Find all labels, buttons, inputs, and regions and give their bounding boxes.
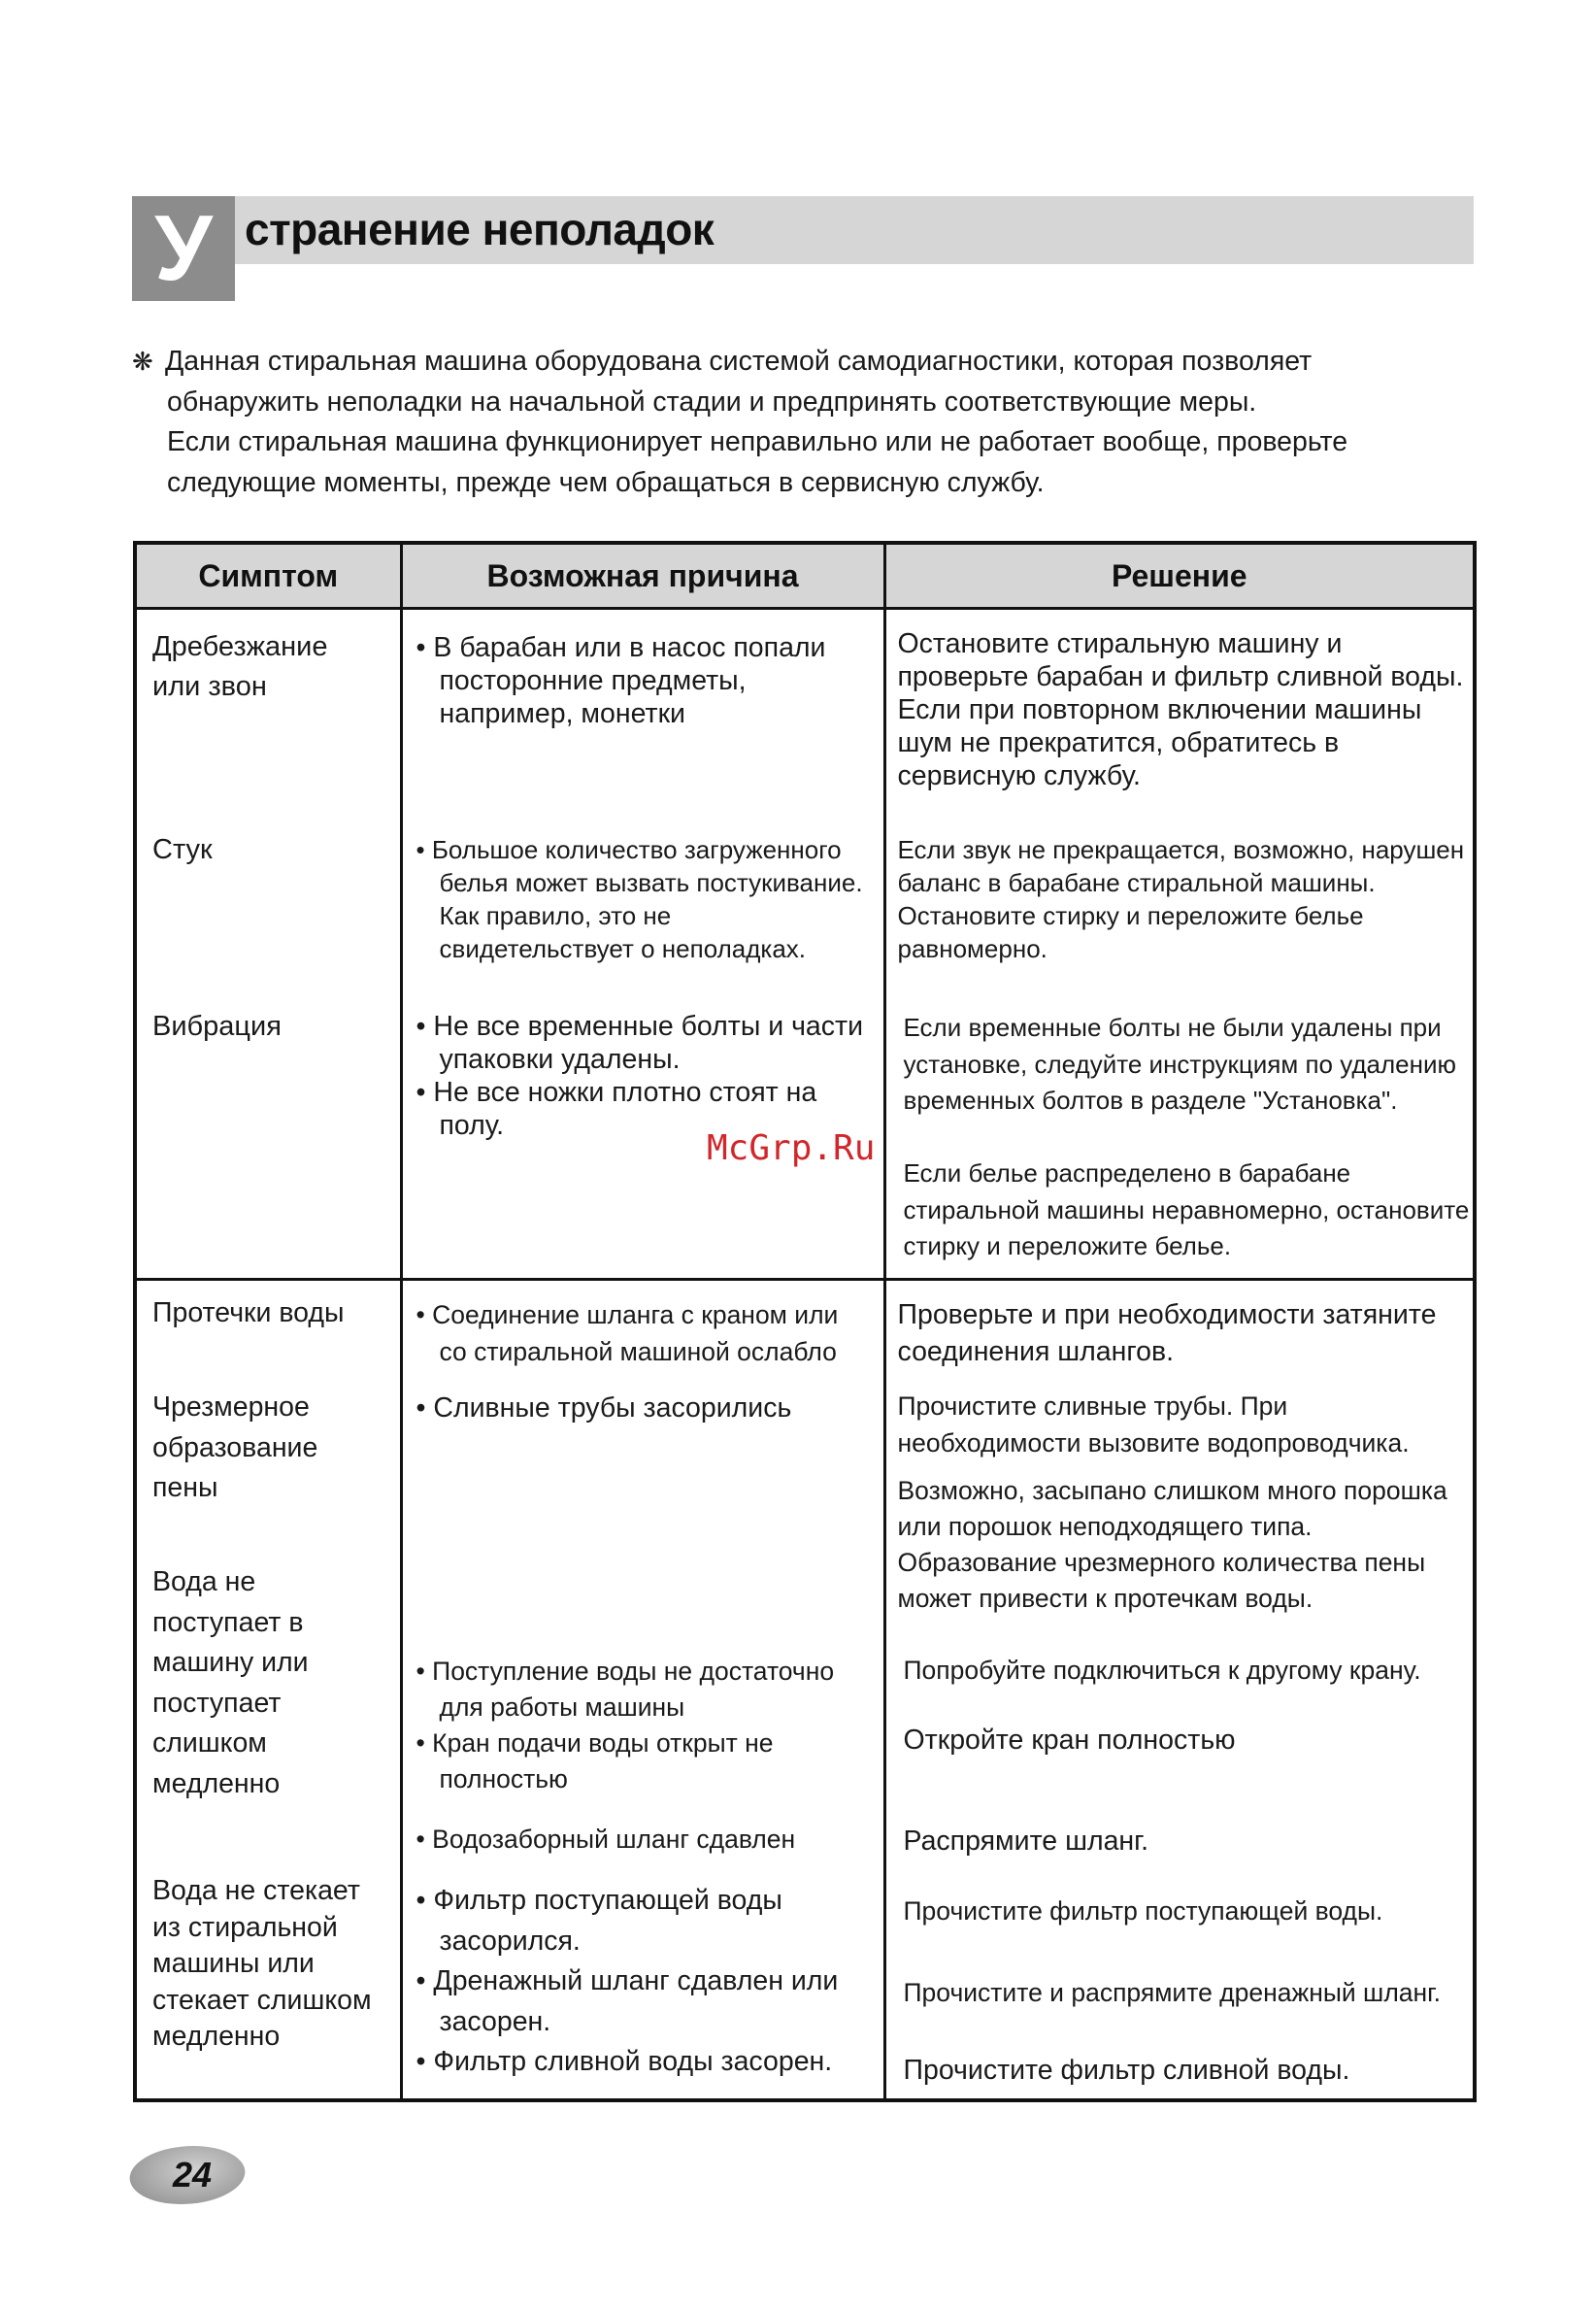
symptom-rattle: Дребезжание или звон (152, 631, 328, 702)
symptom-cell (135, 1280, 401, 2101)
solution-cell (884, 609, 1475, 1280)
solution-balance: Если звук не прекращается, возможно, нарушен баланс в барабане стиральной машины. Остановите стирку и переложите белье равномерно. (897, 835, 1465, 963)
cause-feet-uneven: • Не все ножки плотно стоят на полу. (416, 1076, 873, 1142)
cause-inlet-kinked: • Водозаборный шланг сдавлен (416, 1823, 873, 1856)
header-solution: Решение (884, 543, 1475, 609)
asterisk-icon: ❋ (132, 347, 153, 376)
cause-tap-partly-open: • Кран подачи воды открыт не полностью (416, 1726, 873, 1797)
solution-other-tap: Попробуйте подключиться к другому крану. (903, 1656, 1421, 1685)
table-header-row (135, 543, 1475, 609)
cause-drain-hose: • Дренажный шланг сдавлен или засорен. (416, 1961, 873, 2042)
cause-heavy-load: • Большое количество загруженного белья может вызвать постукивание. Как правило, это не свидетельствует о неполадках. (416, 833, 873, 965)
table-row-group-water (135, 1280, 1475, 2101)
solution-remove-bolts: Если временные болты не были удалены при установке, следуйте инструкциям по удалению временных болтов в разделе "Установка". (903, 1013, 1457, 1115)
watermark: McGrp.Ru (707, 1128, 876, 1168)
cause-loose-hose: • Соединение шланга с краном или со стиральной машиной ослабло (416, 1296, 873, 1370)
troubleshooting-table (133, 541, 1477, 2102)
symptom-leak: Протечки воды (152, 1297, 345, 1328)
cause-cell (401, 1280, 884, 2101)
header-cause: Возможная причина (401, 543, 884, 609)
intro-line-3: Если стиральная машина функционирует неправильно или не работает вообще, проверьте (167, 426, 1348, 457)
symptom-vibration: Вибрация (152, 1011, 282, 1042)
symptom-foam: Чрезмерное образование пены (152, 1391, 318, 1503)
header-symptom: Симптом (135, 543, 401, 609)
solution-foam-leak: Образование чрезмерного количества пены может привести к протечкам воды. (897, 1548, 1426, 1613)
symptom-no-water-in: Вода не поступает в машину или поступает слишком медленно (152, 1566, 309, 1799)
cause-inlet-filter: • Фильтр поступающей воды засорился. (416, 1881, 873, 1961)
intro-line-4: следующие моменты, прежде чем обращаться в сервисную службу. (167, 466, 1045, 498)
cause-drain-filter: • Фильтр сливной воды засорен. (416, 2042, 873, 2083)
solution-tighten: Проверьте и при необходимости затяните соединения шлангов. (897, 1299, 1437, 1367)
cause-foreign-objects: • В барабан или в насос попали посторонние предметы, например, монетки (416, 631, 873, 730)
cause-transit-bolts: • Не все временные болты и части упаковки удалены. (416, 1010, 873, 1076)
symptom-cell (135, 609, 401, 1280)
solution-clean-drain-filter: Прочистите фильтр сливной воды. (903, 2055, 1350, 2086)
solution-detergent: Возможно, засыпано слишком много порошка или порошок неподходящего типа. (897, 1476, 1447, 1541)
solution-straighten: Распрямите шланг. (903, 1826, 1148, 1857)
page-title: странение неполадок (245, 204, 715, 254)
intro-line-1: Данная стиральная машина оборудована системой самодиагностики, которая позволяет (165, 346, 1313, 377)
cause-drain-clogged: • Сливные трубы засорились (416, 1391, 873, 1424)
symptom-knock: Стук (152, 834, 213, 865)
solution-clean-inlet: Прочистите фильтр поступающей воды. (903, 1896, 1383, 1926)
header-initial-letter: У (132, 196, 235, 301)
solution-clean-drain-hose: Прочистите и распрямите дренажный шланг. (903, 1978, 1441, 2007)
solution-clean-pipes: Прочистите сливные трубы. При необходимости вызовите водопроводчика. (897, 1391, 1410, 1458)
intro-paragraph (132, 342, 1472, 503)
cause-cell (401, 609, 884, 1280)
solution-cell (884, 1280, 1475, 2101)
intro-line-2: обнаружить неполадки на начальной стадии и предпринять соответствующие меры. (167, 385, 1257, 418)
solution-redistribute: Если белье распределено в барабане стиральной машины неравномерно, остановите стирку и переложите белье. (903, 1158, 1470, 1260)
symptom-no-drain: Вода не стекает из стиральной машины или стекает слишком медленно (152, 1875, 372, 2052)
table-row-group-noise (135, 609, 1475, 1280)
solution-stop-check: Остановите стиральную машину и проверьте барабан и фильтр сливной воды. Если при повторном включении машины шум не прекратится, обратитесь в сервисную службу. (897, 628, 1464, 791)
solution-open-tap: Откройте кран полностью (903, 1725, 1236, 1756)
cause-low-pressure: • Поступление воды не достаточно для работы машины (416, 1654, 873, 1726)
page-number: 24 (172, 2155, 213, 2195)
